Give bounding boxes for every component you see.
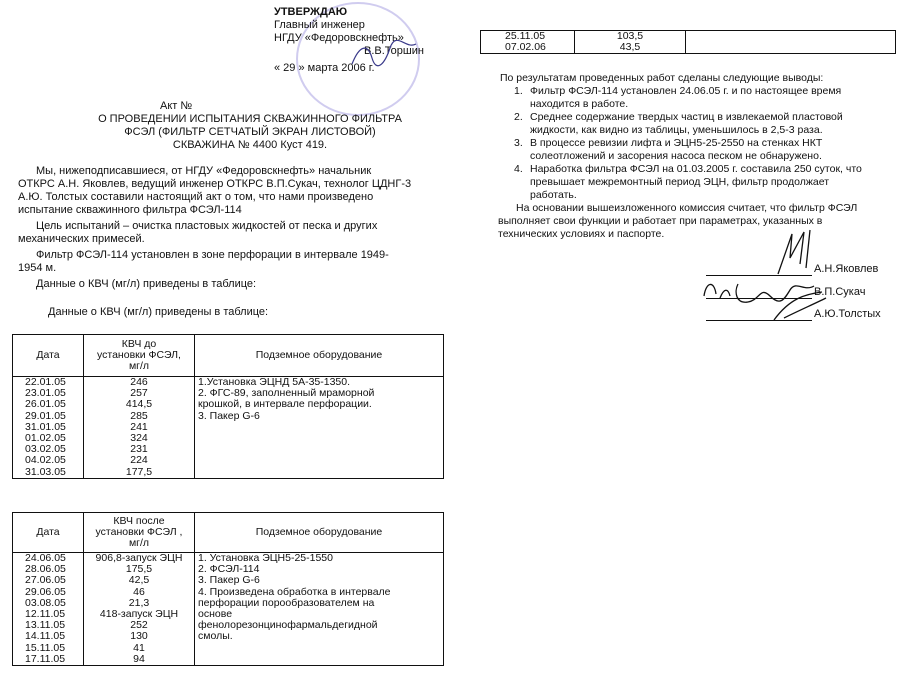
approval-title: УТВЕРЖДАЮ [274, 6, 348, 18]
table3-dates: 25.11.05 07.02.06 [481, 31, 575, 54]
p2-line: механических примесей. [18, 233, 145, 245]
table2-header-kvch: КВЧ после установки ФСЭЛ , мг/л [84, 513, 195, 553]
kvch-table-after [12, 512, 444, 666]
p1-line: ОТКРС А.Н. Яковлев, ведущий инженер ОТКРС В.П.Сукач, технолог ЦДНГ-3 [18, 178, 412, 190]
p3-line: 1954 м. [18, 262, 57, 274]
act-number: Акт № [160, 100, 193, 112]
conclusions-list [498, 85, 898, 202]
signature-line [706, 320, 812, 321]
kvch-table-continuation [480, 30, 896, 54]
body-text [18, 165, 448, 319]
signatory-tolstykh: А.Ю.Толстых [814, 308, 881, 320]
p3-line: Фильтр ФСЭЛ-114 установлен в зоне перфорации в интервале 1949- [36, 249, 389, 261]
table2-header-equipment: Подземное оборудование [195, 513, 444, 553]
table2-equipment: 1. Установка ЭЦН5-25-1550 2. ФСЭЛ-114 3. Пакер G-6 4. Произведена обработка в интервале перфорации порообразователем на основе фенолорезонцинофармальдегидной смолы. [195, 553, 444, 666]
act-title-1: О ПРОВЕДЕНИИ ИСПЫТАНИЯ СКВАЖИННОГО ФИЛЬТРА [98, 113, 402, 125]
conclusion-item: 2. Среднее содержание твердых частиц в извлекаемой пластовой жидкости, как видно из таблицы, уменьшилось в 2,5-3 раза. [514, 111, 843, 136]
p5-line: Данные о КВЧ (мг/л) приведены в таблице: [48, 306, 269, 318]
approval-signature [350, 40, 420, 70]
conclusions [498, 72, 898, 241]
p2-line: Цель испытаний – очистка пластовых жидкостей от песка и других [36, 220, 378, 232]
final-line: На основании вышеизложенного комиссия считает, что фильтр ФСЭЛ [516, 202, 858, 214]
approval-position: Главный инженер [274, 19, 365, 31]
approval-org: НГДУ «Федоровскнефть» [274, 32, 404, 44]
table2-values: 906,8-запуск ЭЦН 175,5 42,5 46 21,3 418-запуск ЭЦН 252 130 41 94 [84, 553, 195, 666]
table1-values: 246 257 414,5 285 241 324 231 224 177,5 [84, 377, 195, 479]
table1-equipment: 1.Установка ЭЦНД 5А-35-1350. 2. ФГС-89, заполненный мраморной крошкой, в интервале перфорации. 3. Пакер G-6 [195, 377, 444, 479]
act-heading [40, 100, 460, 152]
table1-dates: 22.01.05 23.01.05 26.01.05 29.01.05 31.01.05 01.02.05 03.02.05 04.02.05 31.03.05 [13, 377, 84, 479]
final-line: выполняет свои функции и работает при параметрах, указанных в [498, 215, 823, 227]
p1-line: А.Ю. Толстых составили настоящий акт о том, что нами произведено [18, 191, 374, 203]
signatory-sukach: В.П.Сукач [814, 286, 866, 298]
table2-dates: 24.06.05 28.06.05 27.06.05 29.06.05 03.08.05 12.11.05 13.11.05 14.11.05 15.11.05 17.11.05 [13, 553, 84, 666]
table1-header-kvch: КВЧ до установки ФСЭЛ, мг/л [84, 335, 195, 377]
conclusion-item: 4. Наработка фильтра ФСЭЛ на 01.03.2005 г. составила 250 суток, что превышает межремонтный период ЭЦН, фильтр продолжает работать. [514, 163, 862, 201]
table3-values: 103,5 43,5 [575, 31, 686, 54]
conclusion-item: 3. В процессе ревизии лифта и ЭЦН5-25-2550 на стенках НКТ солеотложений и засорения насоса песком не обнаружено. [514, 137, 823, 162]
p1-line: испытание скважинного фильтра ФСЭЛ-114 [18, 204, 242, 216]
final-line: технических условиях и паспорте. [498, 228, 665, 240]
p1-line: Мы, нижеподписавшиеся, от НГДУ «Федоровскнефть» начальник [36, 165, 372, 177]
table1-header-date: Дата [13, 335, 84, 377]
table3-equipment [686, 31, 896, 54]
signatory-yakovlev: А.Н.Яковлев [814, 263, 879, 275]
p4-line: Данные о КВЧ (мг/л) приведены в таблице: [36, 278, 257, 290]
table2-header-date: Дата [13, 513, 84, 553]
approval-date: « 29 » марта 2006 г. [274, 62, 375, 74]
conclusion-item: 1. Фильтр ФСЭЛ-114 установлен 24.06.05 г. и по настоящее время находится в работе. [514, 85, 842, 110]
conclusions-intro: По результатам проведенных работ сделаны следующие выводы: [500, 72, 824, 84]
act-title-3: СКВАЖИНА № 4400 Куст 419. [172, 139, 328, 151]
kvch-table-before [12, 334, 444, 479]
table1-header-equipment: Подземное оборудование [195, 335, 444, 377]
approval-name: В.В.Торшин [364, 45, 424, 57]
act-title-2: ФСЭЛ (ФИЛЬТР СЕТЧАТЫЙ ЭКРАН ЛИСТОВОЙ) [124, 126, 376, 138]
